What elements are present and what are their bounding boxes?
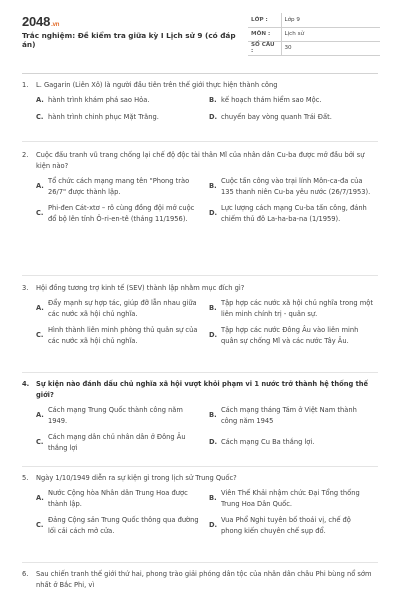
option-letter: C. [36, 438, 44, 447]
logo-text: 2048 [22, 14, 51, 29]
question-number: 6. [22, 570, 29, 578]
answer-option-b[interactable] [209, 95, 378, 106]
question-number: 3. [22, 284, 29, 292]
answer-option-a[interactable] [36, 405, 205, 426]
option-letter: C. [36, 209, 44, 218]
answer-option-c[interactable] [36, 203, 205, 224]
info-value: Lớp 9 [281, 13, 380, 27]
info-value: Lịch sử [281, 27, 380, 41]
option-letter: D. [209, 209, 218, 218]
question-text: L. Gagarin (Liên Xô) là người đầu tiên trên thế giới thực hiện thành công [36, 81, 278, 89]
info-table [248, 13, 380, 56]
answer-options [36, 298, 378, 346]
option-text: Hình thành liên minh phòng thủ quân sự của các nước xã hội chủ nghĩa. [48, 326, 198, 345]
question-separator [22, 372, 378, 373]
option-letter: B. [209, 96, 217, 104]
answer-option-b[interactable] [209, 298, 378, 319]
question-6 [22, 569, 378, 591]
question-1 [22, 80, 378, 122]
option-letter: D. [209, 521, 218, 530]
question-5 [22, 473, 378, 536]
info-row-class [248, 13, 380, 27]
option-text: Cách mạng dân chủ nhân dân ở Đông Âu thắng lợi [48, 433, 186, 452]
question-number: 2. [22, 151, 29, 159]
question-stem [22, 80, 378, 91]
question-stem [22, 150, 378, 172]
info-value: 30 [281, 41, 380, 55]
option-text: Đẩy mạnh sự hợp tác, giúp đỡ lẫn nhau giữa các nước xã hội chủ nghĩa. [48, 299, 197, 318]
answer-option-c[interactable] [36, 432, 205, 453]
info-key: SỐ CÂU : [248, 41, 281, 55]
question-text: Sự kiện nào đánh dấu chủ nghĩa xã hội vượt khỏi phạm vi 1 nước trở thành hệ thống thế giới? [36, 380, 369, 399]
option-letter: A. [36, 411, 44, 420]
answer-option-a[interactable] [36, 95, 205, 106]
option-text: Cuộc tấn công vào trại lính Môn-ca-đa của 135 thanh niên Cu-ba yêu nước (26/7/1953). [221, 177, 371, 196]
site-logo[interactable] [22, 14, 59, 29]
option-letter: A. [36, 96, 44, 104]
option-letter: C. [36, 521, 44, 530]
question-stem [22, 379, 378, 401]
option-letter: A. [36, 494, 44, 503]
question-stem [22, 569, 378, 591]
answer-option-d[interactable] [209, 432, 378, 453]
question-stem [22, 473, 378, 484]
document-header [0, 0, 400, 66]
answer-option-a[interactable] [36, 488, 205, 509]
option-letter: D. [209, 331, 218, 340]
option-text: Vua Phổ Nghi tuyên bố thoái vị, chế độ phong kiến chuyên chế sụp đổ. [221, 516, 351, 535]
question-4 [22, 379, 378, 453]
option-text: Tập hợp các nước xã hội chủ nghĩa trong một liên minh chính trị - quân sự. [221, 299, 373, 318]
option-text: hành trình khám phá sao Hỏa. [48, 96, 150, 104]
answer-option-c[interactable] [36, 515, 205, 536]
option-text: Cách mạng Cu Ba thắng lợi. [221, 438, 315, 447]
answer-option-d[interactable] [209, 515, 378, 536]
question-2 [22, 150, 378, 224]
answer-option-a[interactable] [36, 298, 205, 319]
question-stem [22, 283, 378, 294]
answer-options [36, 95, 378, 122]
option-text: Tổ chức cách mạng mang tên "Phong trào 26/7" được thành lập. [48, 177, 190, 196]
document-title: Trắc nghiệm: Đề kiểm tra giữa kỳ I Lịch sử 9 (có đáp án) [22, 31, 236, 49]
header-divider [22, 73, 378, 74]
option-letter: A. [36, 182, 44, 191]
option-text: chuyến bay vòng quanh Trái Đất. [221, 112, 332, 121]
option-letter: B. [209, 494, 217, 503]
option-text: Nước Cộng hòa Nhân dân Trung Hoa được thành lập. [48, 489, 188, 508]
question-separator [22, 562, 378, 563]
question-number: 4. [22, 380, 30, 388]
answer-options [36, 405, 378, 453]
info-row-subject [248, 27, 380, 41]
answer-option-b[interactable] [209, 488, 378, 509]
option-letter: B. [209, 411, 217, 420]
option-letter: B. [209, 182, 217, 191]
question-separator [22, 275, 378, 276]
info-key: MÔN : [248, 27, 281, 41]
logo-suffix: .vn [51, 22, 60, 28]
option-text: Viên Thế Khải nhậm chức Đại Tổng thống Trung Hoa Dân Quốc. [221, 489, 360, 508]
question-3 [22, 283, 378, 346]
option-letter: D. [209, 112, 218, 121]
answer-option-d[interactable] [209, 325, 378, 346]
option-letter: B. [209, 304, 217, 313]
question-separator [22, 141, 378, 142]
answer-options [36, 176, 378, 224]
question-text: Ngày 1/10/1949 diễn ra sự kiện gì trong lịch sử Trung Quốc? [36, 474, 237, 482]
option-text: Phi-đen Cát-xtơ – rô cùng đồng đội mở cuộc đổ bộ lên tỉnh Ô-ri-en-tê (tháng 11/1956). [48, 204, 195, 223]
answer-option-d[interactable] [209, 112, 378, 123]
answer-option-c[interactable] [36, 112, 205, 123]
info-row-count [248, 41, 380, 55]
option-letter: C. [36, 112, 44, 121]
question-text: Hội đồng tương trợ kinh tế (SEV) thành lập nhằm mục đích gì? [36, 284, 245, 292]
option-letter: A. [36, 304, 44, 313]
question-separator [22, 466, 378, 467]
option-text: Cách mạng Trung Quốc thành công năm 1949. [48, 406, 183, 425]
info-key: LỚP : [248, 13, 281, 27]
answer-option-d[interactable] [209, 203, 378, 224]
option-text: kế hoạch thám hiểm sao Mộc. [221, 96, 322, 104]
option-text: Cách mạng tháng Tám ở Việt Nam thành công năm 1945 [221, 406, 357, 425]
answer-option-b[interactable] [209, 405, 378, 426]
option-text: Lực lượng cách mạng Cu-ba tấn công, đánh chiếm thủ đô La-ha-ba-na (1/1959). [221, 204, 367, 223]
answer-options [36, 488, 378, 536]
question-text: Cuộc đấu tranh vũ trang chống lại chế độ độc tài thân Mĩ của nhân dân Cu-ba được mở đầu bởi sự kiện nào? [36, 151, 365, 170]
answer-option-c[interactable] [36, 325, 205, 346]
option-text: Đảng Cộng sản Trung Quốc thông qua đường lối cải cách mở cửa. [48, 516, 199, 535]
question-number: 5. [22, 474, 29, 482]
question-text: Sau chiến tranh thế giới thứ hai, phong trào giải phóng dân tộc của nhân dân châu Phi bùng nổ sớm nhất ở Bắc Phi, vì [36, 570, 372, 589]
option-text: hành trình chinh phục Mặt Trăng. [48, 112, 159, 121]
option-letter: C. [36, 331, 44, 340]
option-letter: D. [209, 438, 218, 447]
option-text: Tập hợp các nước Đông Âu vào liên minh quân sự chống Mĩ và các nước Tây Âu. [221, 326, 359, 345]
question-number: 1. [22, 81, 29, 89]
answer-option-a[interactable] [36, 176, 205, 197]
answer-option-b[interactable] [209, 176, 378, 197]
